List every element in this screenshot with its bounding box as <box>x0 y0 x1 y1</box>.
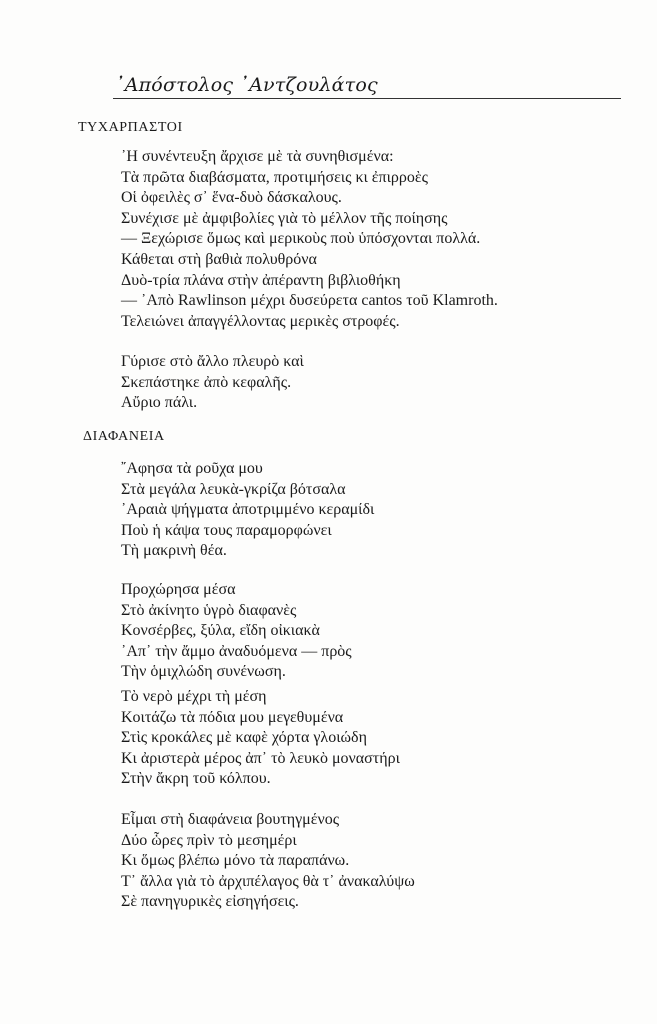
poem-line: Οἱ ὀφειλὲς σ᾽ ἕνα-δυὸ δάσκαλους. <box>121 189 342 207</box>
poem-line: Τὸ νερὸ μέχρι τὴ μέση <box>121 688 267 705</box>
stanza <box>121 352 304 414</box>
poem-line: Κι ὅμως βλέπω μόνο τὰ παραπάνω. <box>121 852 350 870</box>
poem-line: Εἶμαι στὴ διαφάνεια βουτηγμένος <box>121 811 340 828</box>
stanza <box>121 687 400 790</box>
author-name: ᾽Απόστολος ᾽Αντζουλάτος <box>115 74 378 96</box>
running-head <box>113 74 621 99</box>
poem-line: Τὴ μακρινὴ θέα. <box>121 542 227 560</box>
poem-line: Στὰ μεγάλα λευκὰ-γκρίζα βότσαλα <box>121 480 346 498</box>
poem-line: Τὴν ὁμιχλώδη συνένωση. <box>121 663 286 681</box>
poem-line: Κοιτάζω τὰ πόδια μου μεγεθυμένα <box>121 708 344 726</box>
poem-line: Συνέχισε μὲ ἀμφιβολίες γιὰ τὸ μέλλον τῆς ποίησης <box>121 209 448 227</box>
poem-line: Κι ἀριστερὰ μέρος ἀπ᾽ τὸ λευκὸ μοναστήρι <box>121 749 400 767</box>
poem-line: Κονσέρβες, ξύλα, εἴδη οἰκιακὰ <box>121 622 320 640</box>
poem-line: Αὔριο πάλι. <box>121 394 198 412</box>
poem-line: Δύο ὧρες πρὶν τὸ μεσημέρι <box>121 831 297 849</box>
poem-line: ᾽Απ᾽ τὴν ἄμμο ἀναδυόμενα — πρὸς <box>121 642 352 660</box>
poem-line: ᾽Η συνέντευξη ἄρχισε μὲ τὰ συνηθισμένα: <box>121 148 394 165</box>
poem-title: ΤΥΧΑΡΠΑΣΤΟΙ <box>78 120 183 135</box>
poem-line: ῎Αφησα τὰ ροῦχα μου <box>121 460 263 477</box>
poem-line: — ᾽Απὸ Rawlinson μέχρι δυσεύρετα cantos τοῦ Klamroth. <box>121 292 498 310</box>
poem-line: Τελειώνει ἀπαγγέλλοντας μερικὲς στροφές. <box>121 312 400 330</box>
poem-line: Στὴν ἄκρη τοῦ κόλπου. <box>121 770 271 788</box>
poem-line: Δυὸ-τρία πλάνα στὴν ἀπέραντη βιβλιοθήκη <box>121 271 401 289</box>
stanza <box>121 459 374 562</box>
stanza <box>121 147 498 332</box>
poem-line: — Ξεχώρισε ὅμως καὶ μερικοὺς ποὺ ὑπόσχονται πολλά. <box>121 230 481 248</box>
poem-line: Στὶς κροκάλες μὲ καφὲ χόρτα γλοιώδη <box>121 729 367 747</box>
stanza <box>121 580 352 683</box>
poem-line: ᾽Αραιὰ ψήγματα ἀποτριμμένο κεραμίδι <box>121 501 375 519</box>
poem-line: Σκεπάστηκε ἀπὸ κεφαλῆς. <box>121 373 292 391</box>
poem-line: Γύρισε στὸ ἄλλο πλευρὸ καὶ <box>121 353 304 370</box>
stanza <box>121 810 415 913</box>
poem-line: Προχώρησα μέσα <box>121 581 236 598</box>
poem-line: Σὲ πανηγυρικὲς εἰσηγήσεις. <box>121 893 299 911</box>
poem-line: Κάθεται στὴ βαθιὰ πολυθρόνα <box>121 250 317 268</box>
poem-line: Ποὺ ἡ κάψα τους παραμορφώνει <box>121 521 332 539</box>
poem-title: ΔΙΑΦΑΝΕΙΑ <box>83 429 165 444</box>
poem-line: Τ᾽ ἄλλα γιὰ τὸ ἀρχιπέλαγος θὰ τ᾽ ἀνακαλύψω <box>121 872 415 890</box>
poem-line: Τὰ πρῶτα διαβάσματα, προτιμήσεις κι ἐπιρροὲς <box>121 168 428 186</box>
poem-line: Στὸ ἀκίνητο ὑγρὸ διαφανὲς <box>121 601 297 619</box>
